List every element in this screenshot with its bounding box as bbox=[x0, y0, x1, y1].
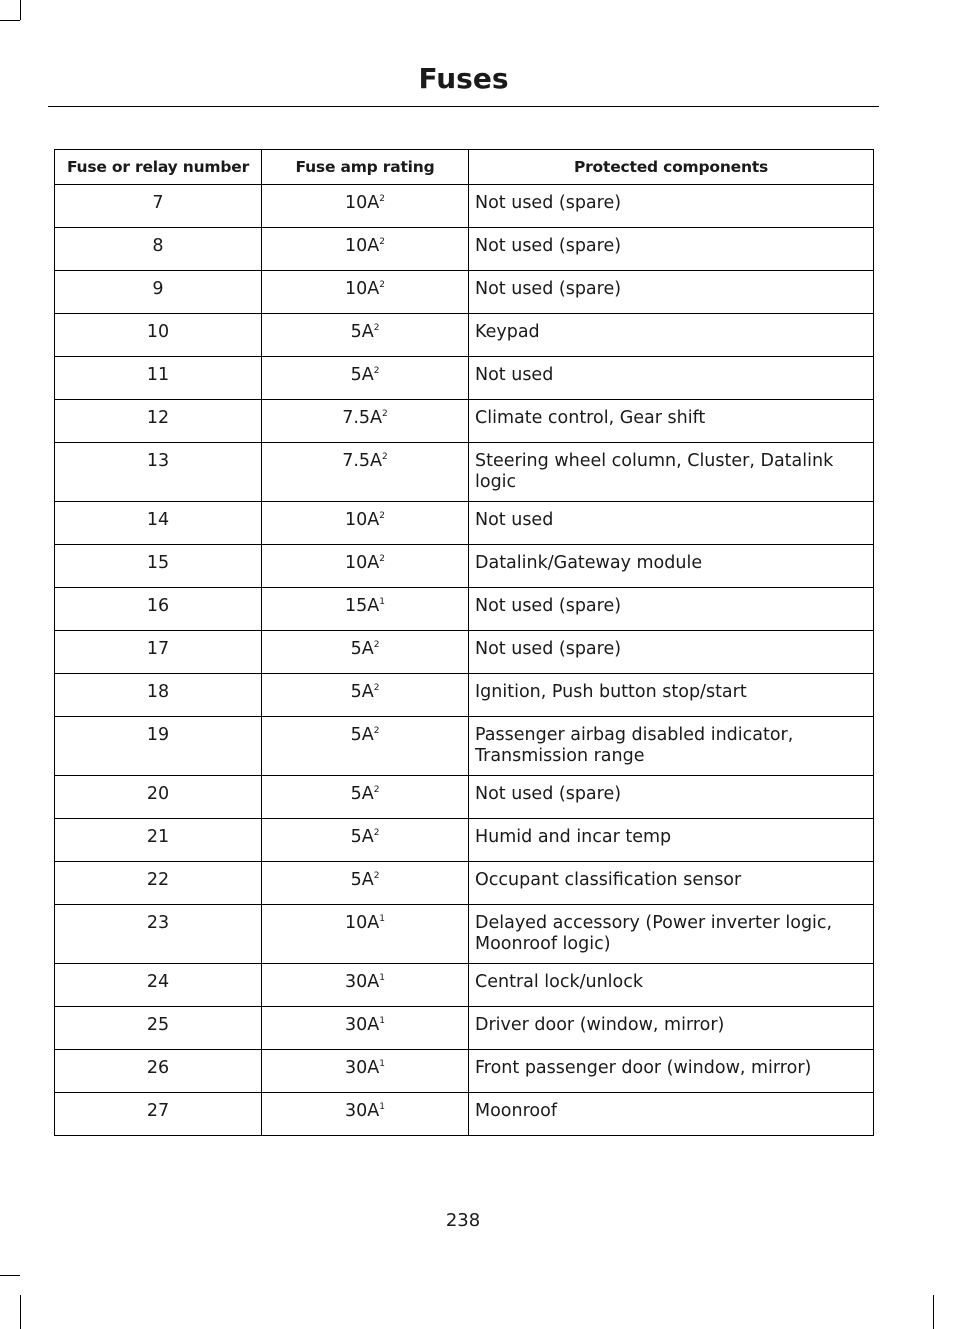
footnote-marker: 1 bbox=[379, 973, 385, 983]
protected-component-cell: Not used bbox=[469, 357, 874, 400]
protected-component-cell: Datalink/Gateway module bbox=[469, 545, 874, 588]
amp-rating-value: 30A bbox=[345, 972, 380, 992]
protected-component-cell: Central lock/unlock bbox=[469, 964, 874, 1007]
table-row bbox=[55, 1093, 874, 1136]
amp-rating-value: 5A bbox=[350, 870, 374, 890]
footnote-marker: 2 bbox=[379, 280, 385, 290]
table-row bbox=[55, 228, 874, 271]
amp-rating-cell bbox=[262, 545, 469, 588]
protected-component-cell: Not used (spare) bbox=[469, 776, 874, 819]
fuse-number-cell: 13 bbox=[55, 443, 262, 502]
protected-component-cell: Occupant classification sensor bbox=[469, 862, 874, 905]
amp-rating-value: 7.5A bbox=[342, 451, 383, 471]
amp-rating-value: 5A bbox=[350, 682, 374, 702]
protected-component-cell: Not used (spare) bbox=[469, 228, 874, 271]
footnote-marker: 2 bbox=[379, 237, 385, 247]
table-row bbox=[55, 314, 874, 357]
table-row bbox=[55, 631, 874, 674]
footnote-marker: 2 bbox=[373, 828, 380, 838]
crop-mark bbox=[0, 1275, 20, 1276]
amp-rating-value: 10A bbox=[345, 193, 380, 213]
amp-rating-value: 10A bbox=[345, 510, 380, 530]
amp-rating-cell bbox=[262, 588, 469, 631]
table-row bbox=[55, 400, 874, 443]
table-row bbox=[55, 545, 874, 588]
table-row bbox=[55, 905, 874, 964]
amp-rating-value: 5A bbox=[350, 784, 374, 804]
amp-rating-cell bbox=[262, 185, 469, 228]
footnote-marker: 2 bbox=[382, 452, 388, 462]
amp-rating-cell bbox=[262, 228, 469, 271]
table-body bbox=[55, 185, 874, 1136]
table-row bbox=[55, 674, 874, 717]
table-row bbox=[55, 502, 874, 545]
footnote-marker: 2 bbox=[373, 366, 380, 376]
amp-rating-cell bbox=[262, 357, 469, 400]
amp-rating-cell bbox=[262, 1007, 469, 1050]
protected-component-cell: Front passenger door (window, mirror) bbox=[469, 1050, 874, 1093]
protected-component-cell: Delayed accessory (Power inverter logic, Moonroof logic) bbox=[469, 905, 874, 964]
footnote-marker: 2 bbox=[373, 683, 380, 693]
table-row bbox=[55, 862, 874, 905]
column-header-fuse-number: Fuse or relay number bbox=[55, 150, 262, 185]
fuse-number-cell: 18 bbox=[55, 674, 262, 717]
amp-rating-cell bbox=[262, 905, 469, 964]
amp-rating-value: 10A bbox=[345, 553, 380, 573]
amp-rating-cell bbox=[262, 1093, 469, 1136]
table-row bbox=[55, 717, 874, 776]
protected-component-cell: Not used (spare) bbox=[469, 271, 874, 314]
footnote-marker: 1 bbox=[379, 597, 385, 607]
table-row bbox=[55, 776, 874, 819]
protected-component-cell: Not used (spare) bbox=[469, 588, 874, 631]
amp-rating-value: 30A bbox=[345, 1058, 380, 1078]
footnote-marker: 2 bbox=[382, 409, 388, 419]
amp-rating-cell bbox=[262, 400, 469, 443]
protected-component-cell: Not used bbox=[469, 502, 874, 545]
fuse-number-cell: 11 bbox=[55, 357, 262, 400]
protected-component-cell: Climate control, Gear shift bbox=[469, 400, 874, 443]
protected-component-cell: Not used (spare) bbox=[469, 631, 874, 674]
fuse-number-cell: 27 bbox=[55, 1093, 262, 1136]
fuse-number-cell: 9 bbox=[55, 271, 262, 314]
crop-mark bbox=[933, 1295, 934, 1329]
amp-rating-cell bbox=[262, 1050, 469, 1093]
amp-rating-cell bbox=[262, 862, 469, 905]
protected-component-cell: Not used (spare) bbox=[469, 185, 874, 228]
amp-rating-cell bbox=[262, 271, 469, 314]
footnote-marker: 2 bbox=[373, 785, 380, 795]
footnote-marker: 2 bbox=[373, 640, 380, 650]
table-row bbox=[55, 1050, 874, 1093]
fuse-number-cell: 7 bbox=[55, 185, 262, 228]
table-header-row bbox=[55, 150, 874, 185]
page-number: 238 bbox=[445, 1210, 481, 1231]
protected-component-cell: Humid and incar temp bbox=[469, 819, 874, 862]
footnote-marker: 1 bbox=[379, 1102, 385, 1112]
amp-rating-value: 15A bbox=[345, 596, 380, 616]
fuse-number-cell: 10 bbox=[55, 314, 262, 357]
table-row bbox=[55, 588, 874, 631]
fuse-number-cell: 12 bbox=[55, 400, 262, 443]
fuse-number-cell: 20 bbox=[55, 776, 262, 819]
table-row bbox=[55, 1007, 874, 1050]
amp-rating-value: 7.5A bbox=[342, 408, 383, 428]
amp-rating-cell bbox=[262, 776, 469, 819]
fuse-number-cell: 25 bbox=[55, 1007, 262, 1050]
footnote-marker: 2 bbox=[373, 323, 380, 333]
footnote-marker: 1 bbox=[379, 1016, 385, 1026]
crop-mark bbox=[0, 20, 20, 21]
amp-rating-value: 30A bbox=[345, 1101, 380, 1121]
column-header-amp-rating: Fuse amp rating bbox=[262, 150, 469, 185]
footnote-marker: 2 bbox=[373, 871, 380, 881]
fuse-number-cell: 16 bbox=[55, 588, 262, 631]
crop-mark bbox=[20, 0, 21, 20]
fuse-number-cell: 24 bbox=[55, 964, 262, 1007]
amp-rating-value: 5A bbox=[350, 639, 374, 659]
fuse-number-cell: 17 bbox=[55, 631, 262, 674]
footnote-marker: 2 bbox=[379, 554, 385, 564]
footnote-marker: 1 bbox=[379, 1059, 385, 1069]
fuse-number-cell: 23 bbox=[55, 905, 262, 964]
amp-rating-cell bbox=[262, 443, 469, 502]
amp-rating-cell bbox=[262, 631, 469, 674]
fuse-number-cell: 26 bbox=[55, 1050, 262, 1093]
amp-rating-value: 5A bbox=[350, 725, 374, 745]
protected-component-cell: Ignition, Push button stop/start bbox=[469, 674, 874, 717]
protected-component-cell: Driver door (window, mirror) bbox=[469, 1007, 874, 1050]
fuse-number-cell: 14 bbox=[55, 502, 262, 545]
protected-component-cell: Moonroof bbox=[469, 1093, 874, 1136]
amp-rating-value: 10A bbox=[345, 236, 380, 256]
amp-rating-value: 10A bbox=[345, 913, 380, 933]
title-divider bbox=[48, 106, 879, 107]
fuse-number-cell: 8 bbox=[55, 228, 262, 271]
fuse-number-cell: 15 bbox=[55, 545, 262, 588]
table-row bbox=[55, 185, 874, 228]
footnote-marker: 1 bbox=[379, 914, 385, 924]
table-row bbox=[55, 443, 874, 502]
amp-rating-cell bbox=[262, 819, 469, 862]
amp-rating-value: 5A bbox=[350, 827, 374, 847]
footnote-marker: 2 bbox=[373, 726, 380, 736]
amp-rating-cell bbox=[262, 717, 469, 776]
amp-rating-cell bbox=[262, 674, 469, 717]
amp-rating-value: 5A bbox=[350, 322, 374, 342]
footnote-marker: 2 bbox=[379, 194, 385, 204]
fuse-number-cell: 22 bbox=[55, 862, 262, 905]
table-row bbox=[55, 964, 874, 1007]
fuse-number-cell: 19 bbox=[55, 717, 262, 776]
table-row bbox=[55, 271, 874, 314]
amp-rating-cell bbox=[262, 314, 469, 357]
amp-rating-cell bbox=[262, 502, 469, 545]
column-header-protected-components: Protected components bbox=[469, 150, 874, 185]
page-title: Fuses bbox=[418, 62, 509, 95]
footnote-marker: 2 bbox=[379, 511, 385, 521]
amp-rating-cell bbox=[262, 964, 469, 1007]
protected-component-cell: Passenger airbag disabled indicator, Transmission range bbox=[469, 717, 874, 776]
crop-mark bbox=[20, 1295, 21, 1329]
table-row bbox=[55, 357, 874, 400]
fuse-table bbox=[54, 149, 874, 1136]
amp-rating-value: 30A bbox=[345, 1015, 380, 1035]
fuse-number-cell: 21 bbox=[55, 819, 262, 862]
amp-rating-value: 5A bbox=[350, 365, 374, 385]
protected-component-cell: Steering wheel column, Cluster, Datalink logic bbox=[469, 443, 874, 502]
protected-component-cell: Keypad bbox=[469, 314, 874, 357]
table-row bbox=[55, 819, 874, 862]
amp-rating-value: 10A bbox=[345, 279, 380, 299]
